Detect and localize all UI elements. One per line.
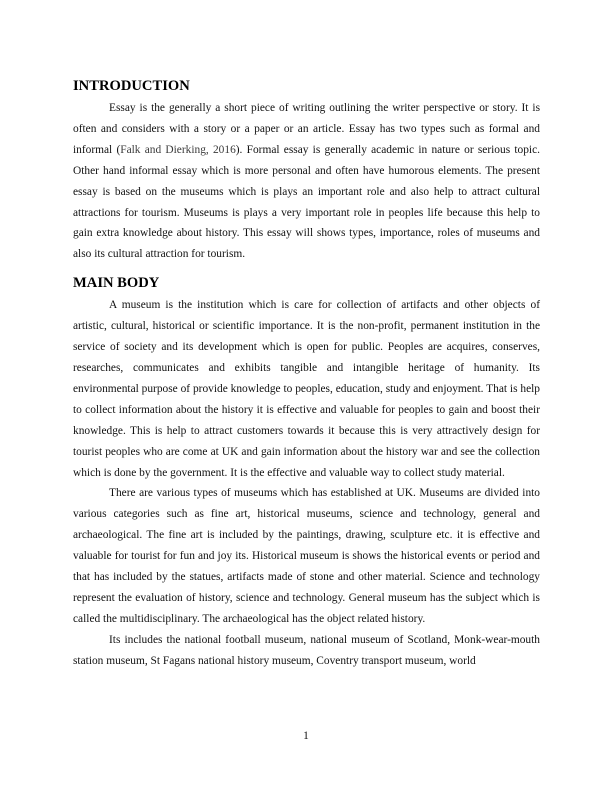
body-paragraph-2: There are various types of museums which has established at UK. Museums are divided into various categories such as fine art, historical museums, science and technology, general and archaeological. The fine art is included by the paintings, drawing, sculpture etc. it is effective and valuable for tourist for fun and joy its. Historical museum is shows the historical events or period and that has included by the statues, artifacts made of stone and other material. Science and technology represent the evaluation of history, science and technology. General museum has the subject which is called the multidisciplinary. The archaeological has the object related history.	[73, 487, 540, 625]
citation-link: Falk and Dierking, 2016	[120, 143, 236, 156]
intro-text-part-1: Essay is the generally a short piece of writing outlining the writer perspective or story. It is often and considers with a story or a paper or an article. Essay has two types such as formal and informal (	[73, 102, 540, 156]
introduction-paragraph	[73, 98, 540, 265]
intro-text-part-2: ). Formal essay is generally academic in nature or serious topic. Other hand informal essay which is more personal and often have humorous elements. The present essay is based on the museums which is plays an important role and also help to attract cultural attractions for tourism. Museums is plays a very important role in peoples life because this help to gain extra knowledge about history. This essay will shows types, importance, roles of museums and also its cultural attraction for tourism.	[73, 143, 540, 261]
page-content	[73, 76, 540, 672]
main-body-heading: MAIN BODY	[73, 275, 160, 292]
introduction-heading: INTRODUCTION	[73, 78, 190, 94]
body-paragraph-1: A museum is the institution which is care for collection of artifacts and other objects of artistic, cultural, historical or scientific importance. It is the non-profit, permanent institution in the service of society and its development which is open for public. Peoples are acquires, conserves, researches, communicates and exhibits tangible and intangible heritage of humanity. Its environmental purpose of provide knowledge to peoples, education, study and enjoyment. That is help to collect information about the history it is effective and valuable for peoples to gain and boost their knowledge. This is help to attract customers towards it because this is very attractively design for tourist peoples who are come at UK and gain information about the history war and see the collection which is done by the government. It is the effective and valuable way to collect study material.	[73, 299, 540, 479]
page-number: 1	[303, 730, 309, 742]
body-paragraph-3: Its includes the national football museum, national museum of Scotland, Monk-wear-mouth station museum, St Fagans national history museum, Coventry transport museum, world	[73, 633, 540, 667]
